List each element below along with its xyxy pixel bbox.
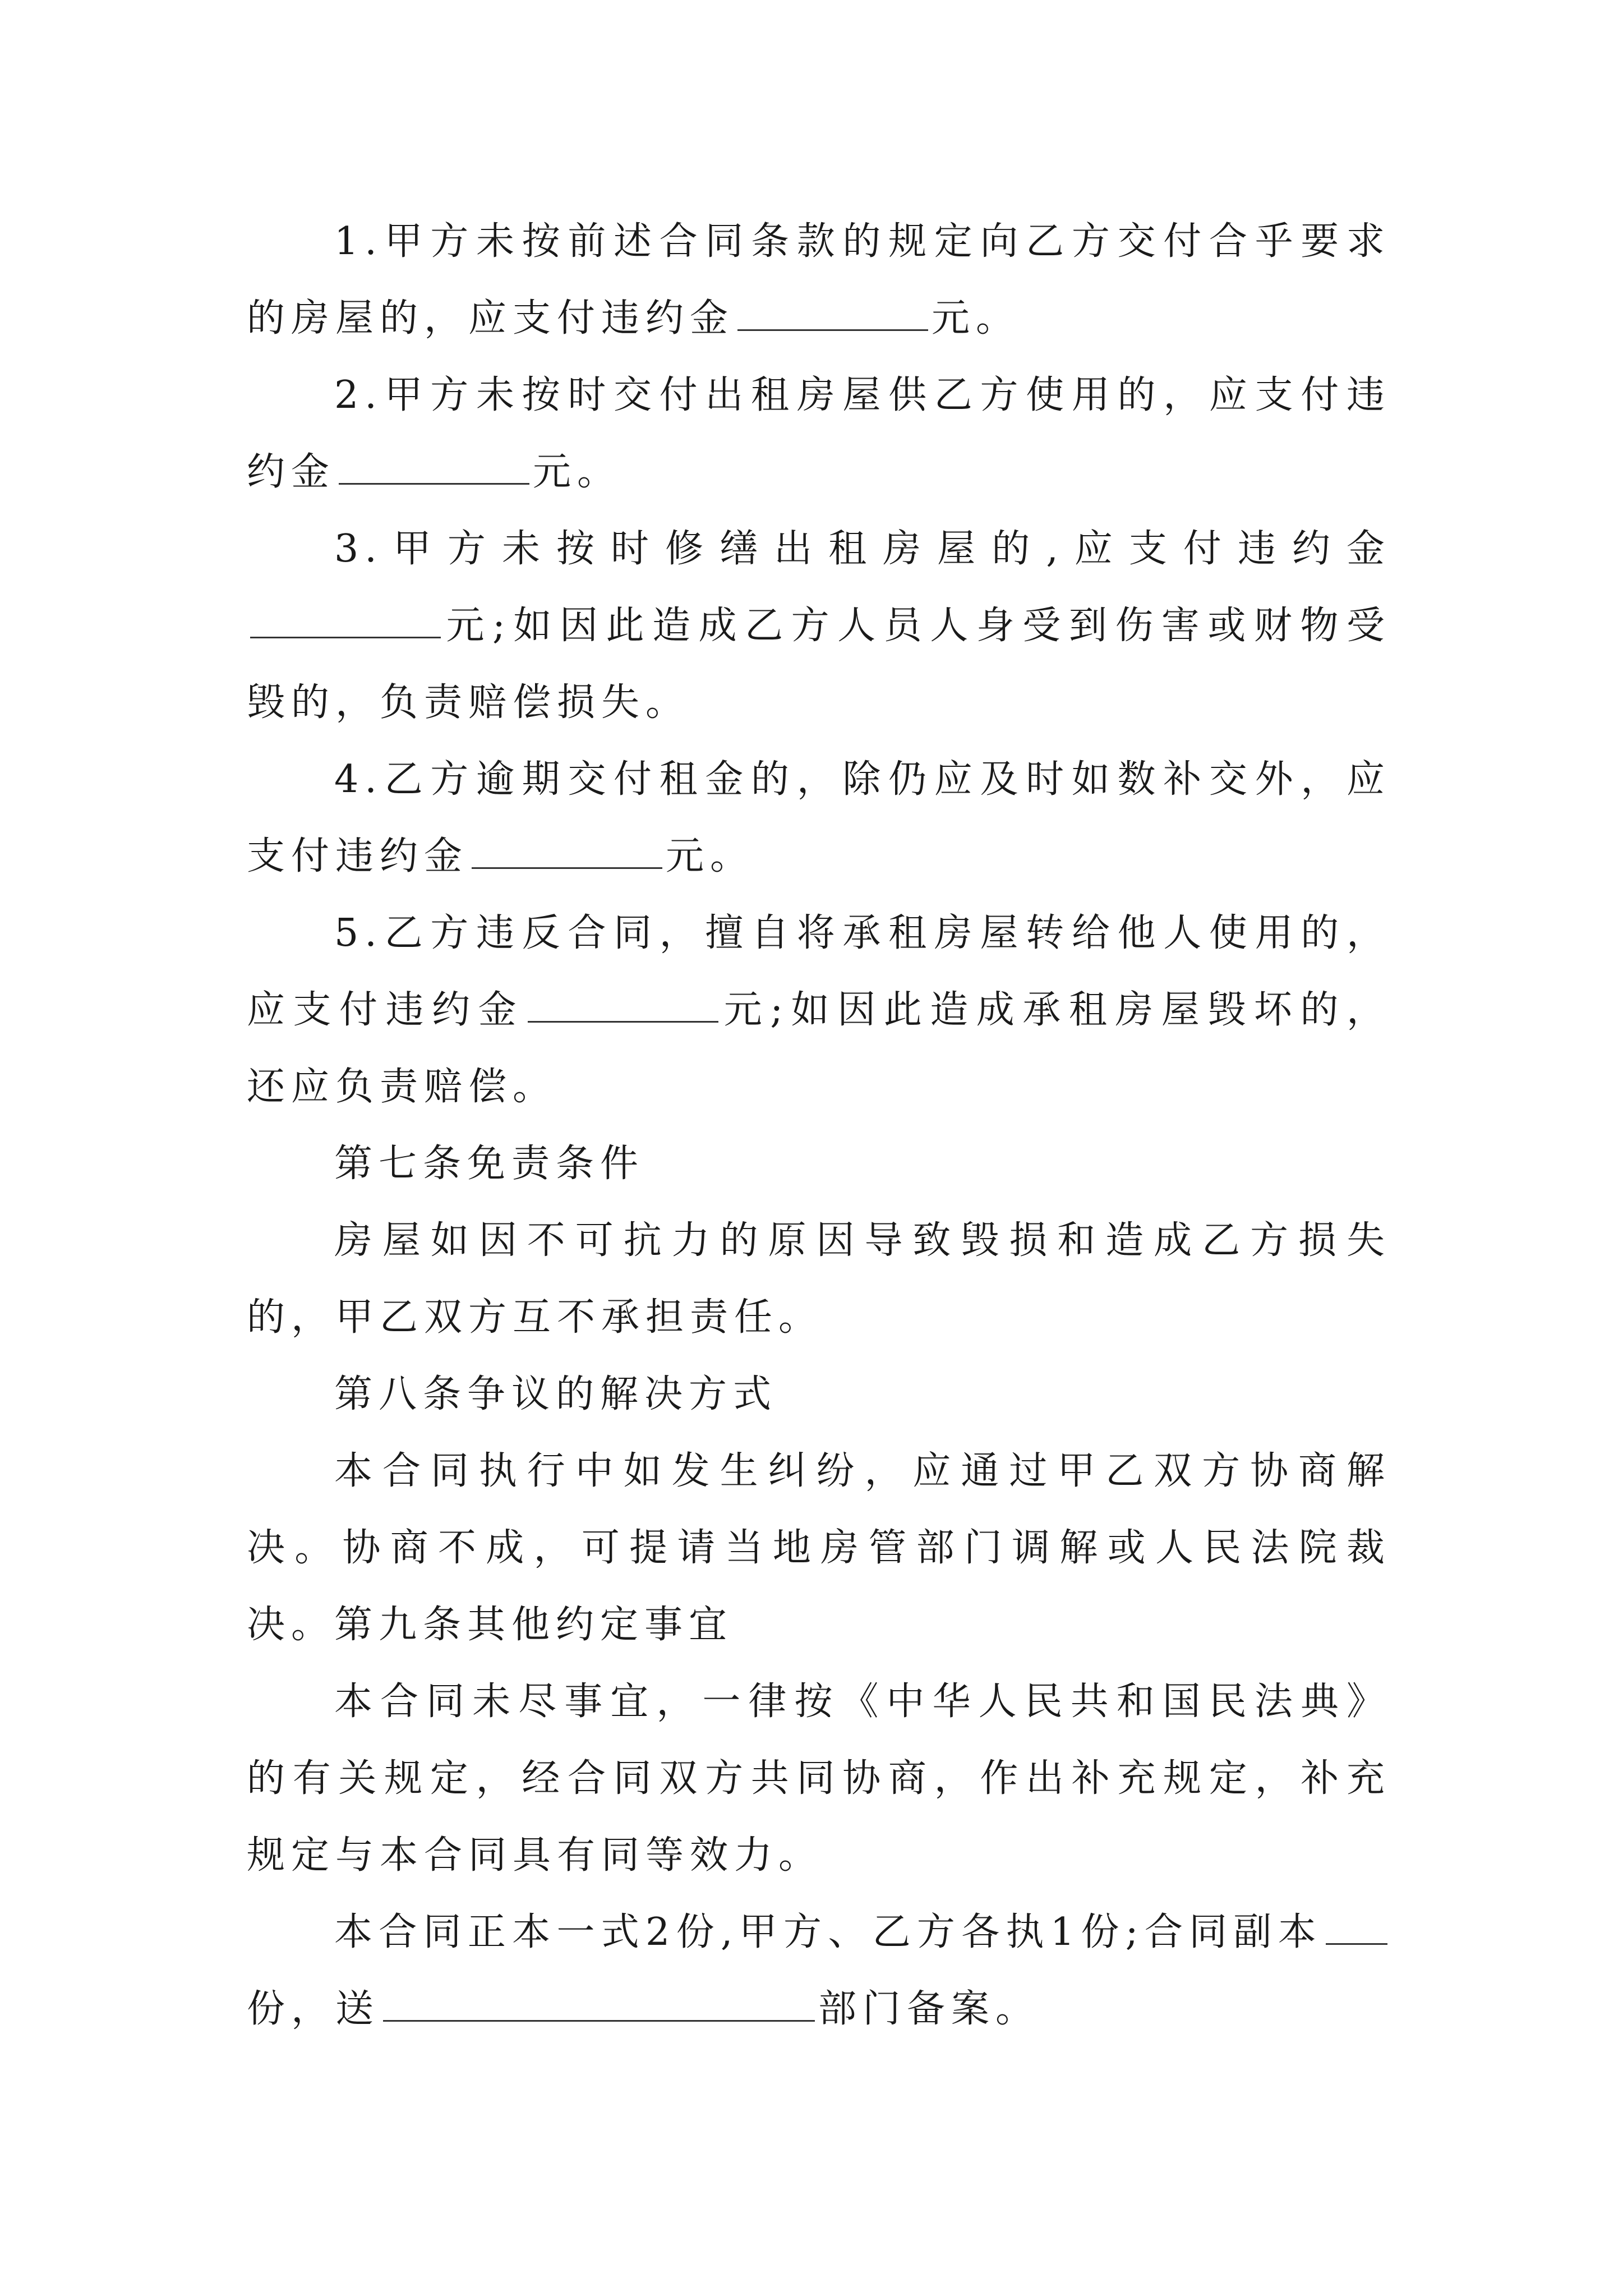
clause-text: 2.甲方未按时交付出租房屋供乙方使用的，应支付违约金	[247, 373, 1391, 494]
blank-field-penalty-5[interactable]	[528, 988, 718, 1023]
clause-text: 元。	[533, 450, 622, 494]
clause-text: 份，送	[247, 1987, 380, 2031]
clause-item-1	[247, 203, 1391, 357]
clause-text: 部门备案。	[818, 1987, 1040, 2031]
blank-field-penalty-2[interactable]	[339, 450, 529, 485]
clause-paragraph-7: 房屋如因不可抗力的原因导致毁损和造成乙方损失的，甲乙双方互不承担责任。	[247, 1218, 1391, 1340]
blank-field-copies[interactable]	[1326, 1911, 1387, 1945]
clause-text: 4.乙方逾期交付租金的，除仍应及时如数补交外，应支付违约金	[247, 757, 1391, 878]
clause-item-4	[247, 741, 1391, 895]
clause-paragraph-9: 本合同未尽事宜，一律按《中华人民共和国民法典》的有关规定，经合同双方共同协商，作出补充规定，补充规定与本合同具有同等效力。	[247, 1680, 1391, 1878]
blank-field-department[interactable]	[383, 1987, 815, 2022]
clause-text: 元。	[932, 296, 1021, 341]
blank-field-penalty-4[interactable]	[472, 835, 662, 869]
section-heading-8: 第八条争议的解决方式	[334, 1372, 778, 1416]
clause-text: 5.乙方违反合同，擅自将承租房屋转给他人使用的，应支付违约金	[247, 911, 1391, 1032]
clause-text: 元;如因此造成承租房屋毁坏的，还应负责赔偿。	[247, 988, 1391, 1109]
clause-text: 元。	[666, 834, 755, 878]
blank-field-penalty-3[interactable]	[250, 604, 441, 638]
clause-paragraph-10	[247, 1894, 1391, 2047]
blank-field-penalty-1[interactable]	[737, 297, 928, 331]
clause-item-5	[247, 895, 1391, 1125]
clause-text: 本合同正本一式2份,甲方、乙方各执1份;合同副本	[334, 1910, 1322, 1954]
clause-item-2	[247, 357, 1391, 510]
clause-text: 3.甲方未按时修缮出租房屋的,应支付违约金	[334, 527, 1391, 571]
clause-text: 1.甲方未按前述合同条款的规定向乙方交付合乎要求的房屋的，应支付违约金	[247, 219, 1391, 341]
clause-text: 元;如因此造成乙方人员人身受到伤害或财物受毁的，负责赔偿损失。	[247, 604, 1391, 725]
clause-item-3	[247, 510, 1391, 741]
section-heading-7: 第七条免责条件	[334, 1142, 645, 1186]
section-heading-9: 第九条其他约定事宜	[334, 1603, 734, 1647]
clause-paragraph-8: 本合同执行中如发生纠纷，应通过甲乙双方协商解决。协商不成，可提请当地房管部门调解或人民法院裁决。	[247, 1449, 1391, 1647]
